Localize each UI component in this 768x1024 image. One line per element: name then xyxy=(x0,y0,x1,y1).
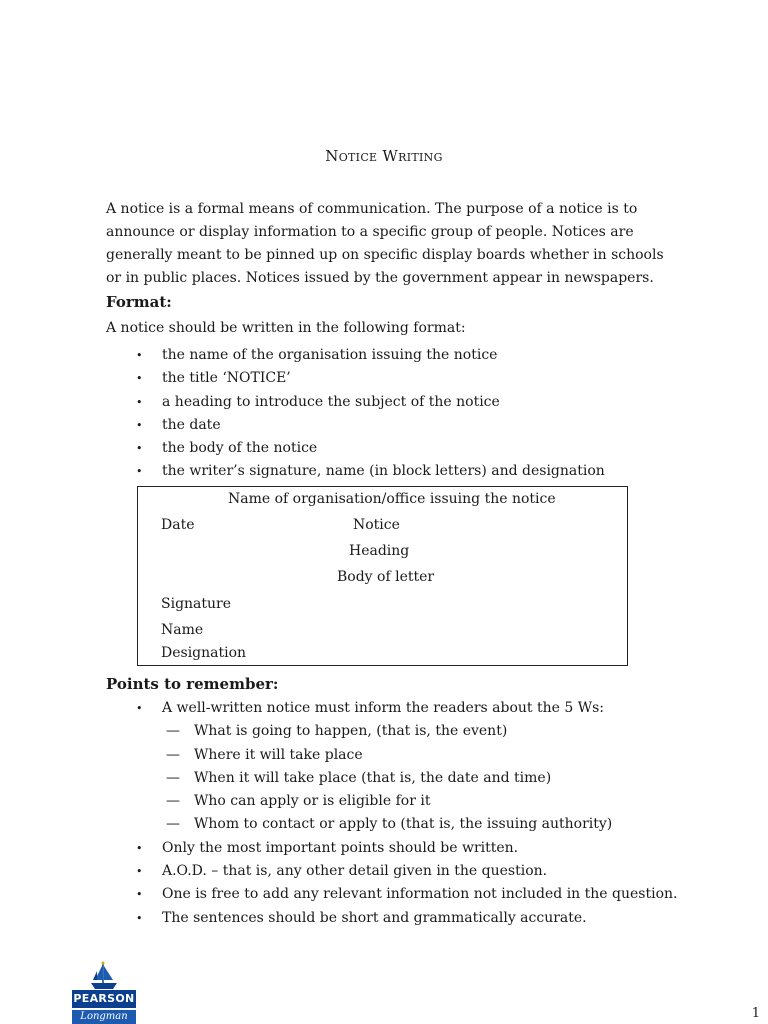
list-item: • a heading to introduce the subject of the notice xyxy=(106,391,605,414)
bullet-icon: • xyxy=(136,372,143,386)
bullet-icon: • xyxy=(136,702,143,715)
page-number: 1 xyxy=(751,1006,760,1021)
points-list xyxy=(106,697,677,930)
logo-wordmark: PEARSON xyxy=(72,990,136,1008)
list-item: • the title ‘NOTICE’ xyxy=(106,367,605,390)
notice-format-box xyxy=(137,486,628,666)
bullet-icon: • xyxy=(136,865,143,879)
bullet-icon: • xyxy=(136,465,143,479)
dash-icon: — xyxy=(166,816,180,833)
bullet-icon: • xyxy=(136,841,143,855)
dash-icon: — xyxy=(166,793,180,810)
list-item: • One is free to add any relevant information not included in the question. xyxy=(106,883,677,906)
pearson-logo xyxy=(72,960,136,1024)
bullet-icon: • xyxy=(136,888,143,902)
list-item: • The sentences should be short and grammatically accurate. xyxy=(106,907,677,930)
box-name: Name xyxy=(161,622,204,638)
list-item: — Who can apply or is eligible for it xyxy=(106,790,677,813)
box-signature: Signature xyxy=(161,596,232,612)
bullet-icon: • xyxy=(136,349,143,362)
box-org: Name of organisation/office issuing the notice xyxy=(228,491,556,507)
points-heading: Points to remember: xyxy=(106,675,279,693)
format-heading: Format: xyxy=(106,293,172,311)
list-item: — What is going to happen, (that is, the event) xyxy=(106,720,677,743)
list-item: — Whom to contact or apply to (that is, the issuing authority) xyxy=(106,813,677,836)
dash-icon: — xyxy=(166,769,180,786)
format-list xyxy=(106,344,605,484)
bullet-icon: • xyxy=(136,418,143,432)
list-item: — Where it will take place xyxy=(106,744,677,767)
box-date: Date xyxy=(161,517,195,533)
box-designation: Designation xyxy=(161,645,247,661)
box-body: Body of letter xyxy=(337,569,435,585)
list-item: • the writer’s signature, name (in block letters) and designation xyxy=(106,460,605,483)
dash-icon: — xyxy=(166,746,180,763)
bullet-icon: • xyxy=(136,395,143,409)
bullet-icon: • xyxy=(136,911,143,925)
list-item: • Only the most important points should be written. xyxy=(106,837,677,860)
logo-subtext: Longman xyxy=(72,1010,136,1024)
box-heading: Heading xyxy=(349,543,410,559)
bullet-icon: • xyxy=(136,442,143,456)
format-lead: A notice should be written in the following format: xyxy=(106,320,466,336)
list-item: • A well-written notice must inform the readers about the 5 Ws: xyxy=(106,697,677,720)
intro-paragraph: A notice is a formal means of communication. The purpose of a notice is to announce or display information to a specific group of people. Notices are generally meant to be pinned up on specific display boards whether in schools or in public places. Notices issued by the government appear in newspapers. xyxy=(106,201,664,286)
list-item: — When it will take place (that is, the date and time) xyxy=(106,767,677,790)
list-item: • the body of the notice xyxy=(106,437,605,460)
box-notice: Notice xyxy=(353,517,400,533)
list-item: • A.O.D. – that is, any other detail given in the question. xyxy=(106,860,677,883)
page-title: Notice Writing xyxy=(325,147,443,165)
ship-icon xyxy=(72,960,136,990)
list-item: • the name of the organisation issuing the notice xyxy=(106,344,605,367)
dash-icon: — xyxy=(166,723,180,740)
list-item: • the date xyxy=(106,414,605,437)
